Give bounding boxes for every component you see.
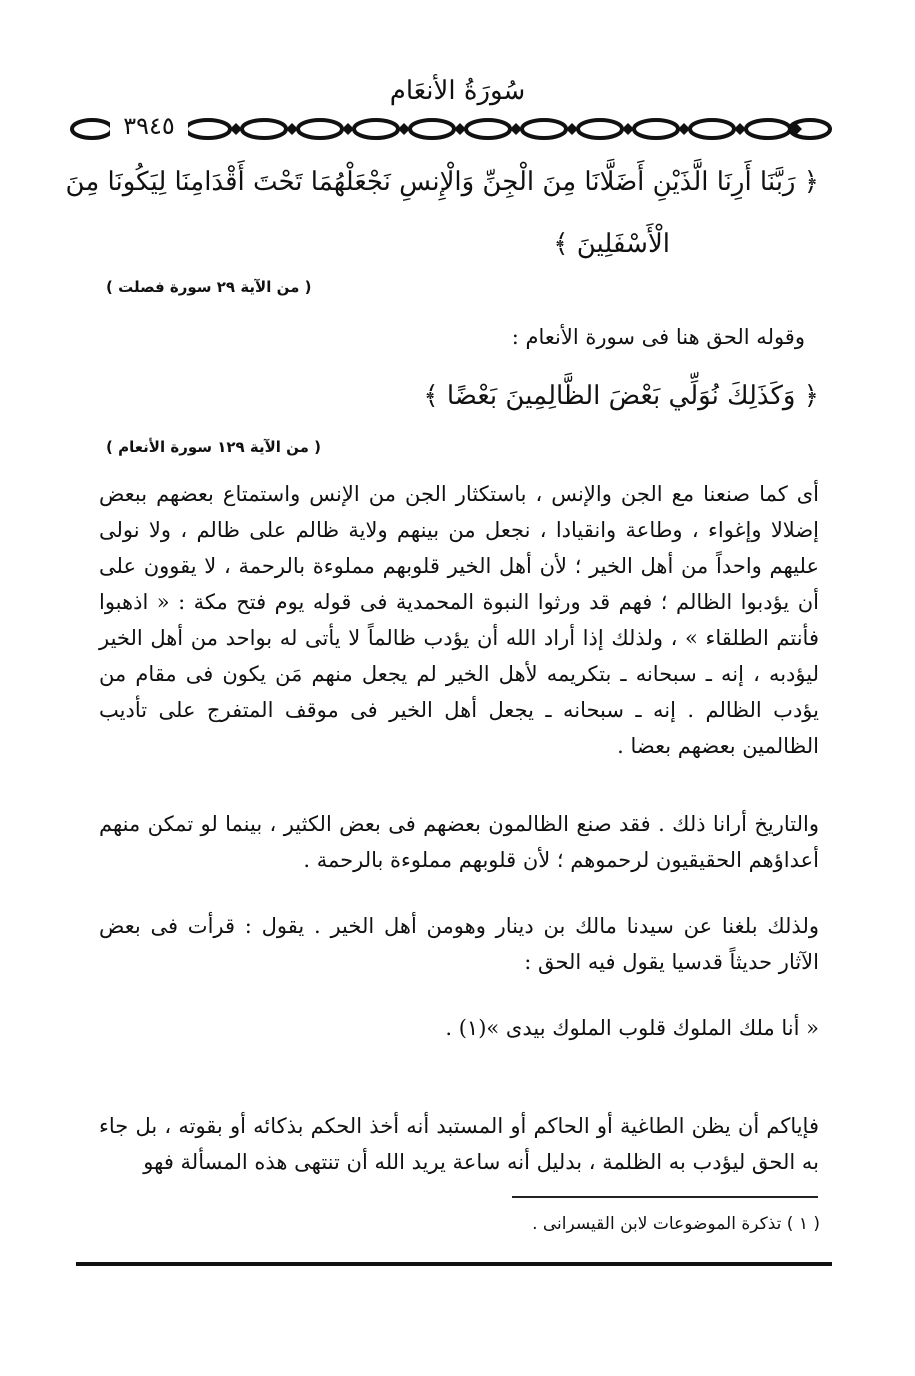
verse-1-line-2: الْأَسْفَلِينَ ﴾ <box>553 229 670 259</box>
verse-1-citation: ( من الآية ٢٩ سورة فصلت ) <box>106 278 312 296</box>
verse-2-citation: ( من الآية ١٢٩ سورة الأنعام ) <box>106 438 322 456</box>
footnote: ( ١ ) تذكرة الموضوعات لابن القيسرانى . <box>532 1214 820 1234</box>
bottom-rule <box>76 1262 832 1266</box>
intro-line: وقوله الحق هنا فى سورة الأنعام : <box>511 325 805 349</box>
quote-line: « أنا ملك الملوك قلوب الملوك بيدى »(١) . <box>445 1016 819 1040</box>
surah-title: سُورَةُ الأنعَام <box>389 76 526 106</box>
paragraph-1: أى كما صنعنا مع الجن والإنس ، باستكثار الجن من الإنس واستمتاع بعضهم ببعض إضلالا وإغواء ، وطاعة وانقيادا ، نجعل من بينهم ولاية ظالم على ظالم ، ولا نولى عليهم واحداً من أهل الخير ؛ لأن أهل الخير قلوبهم مملوءة بالرحمة ، لا يقوون على أن يؤدبوا الظالم ؛ فهم قد ورثوا النبوة المحمدية فى قوله يوم فتح مكة : « اذهبوا فأنتم الطلقاء » ، ولذلك إذا أراد الله أن يؤدب ظالماً لا يأتى له بواحد من أهل الخير ليؤدبه ، إنه ـ سبحانه ـ بتكريمه لأهل الخير لم يجعل منهم مَن يكون فى مقام من يؤدب الظالم . إنه ـ سبحانه ـ يجعل أهل الخير فى موقف المتفرج على تأديب الظالمين بعضهم بعضا . <box>99 482 819 758</box>
paragraph-2: والتاريخ أرانا ذلك . فقد صنع الظالمون بعضهم فى بعض الكثير ، بينما لو تمكن منهم أعداؤهم الحقيقيون لرحموهم ؛ لأن قلوبهم مملوءة بالرحمة . <box>99 812 819 872</box>
page-number: ٣٩٤٥ <box>110 112 188 140</box>
footnote-separator <box>512 1196 818 1198</box>
verse-2: ﴿ وَكَذَلِكَ نُوَلِّي بَعْضَ الظَّالِمِينَ بَعْضًا ﴾ <box>423 381 819 411</box>
paragraph-3: ولذلك بلغنا عن سيدنا مالك بن دينار وهومن أهل الخير . يقول : قرأت فى بعض الآثار حديثاً قدسيا يقول فيه الحق : <box>99 914 819 974</box>
verse-1-line-1: ﴿ رَبَّنَا أَرِنَا الَّذَيْنِ أَضَلَّانَا مِنَ الْجِنِّ وَالْإِنسِ نَجْعَلْهُمَا تَحْتَ أَقْدَامِنَا لِيَكُونَا مِنَ <box>65 167 819 197</box>
paragraph-4: فإياكم أن يظن الطاغية أو الحاكم أو المستبد أنه أخذ الحكم بذكائه أو بقوته ، بل جاء به الحق ليؤدب به الظلمة ، بدليل أنه ساعة يريد الله أن تنتهى هذه المسألة فهو <box>99 1114 819 1174</box>
